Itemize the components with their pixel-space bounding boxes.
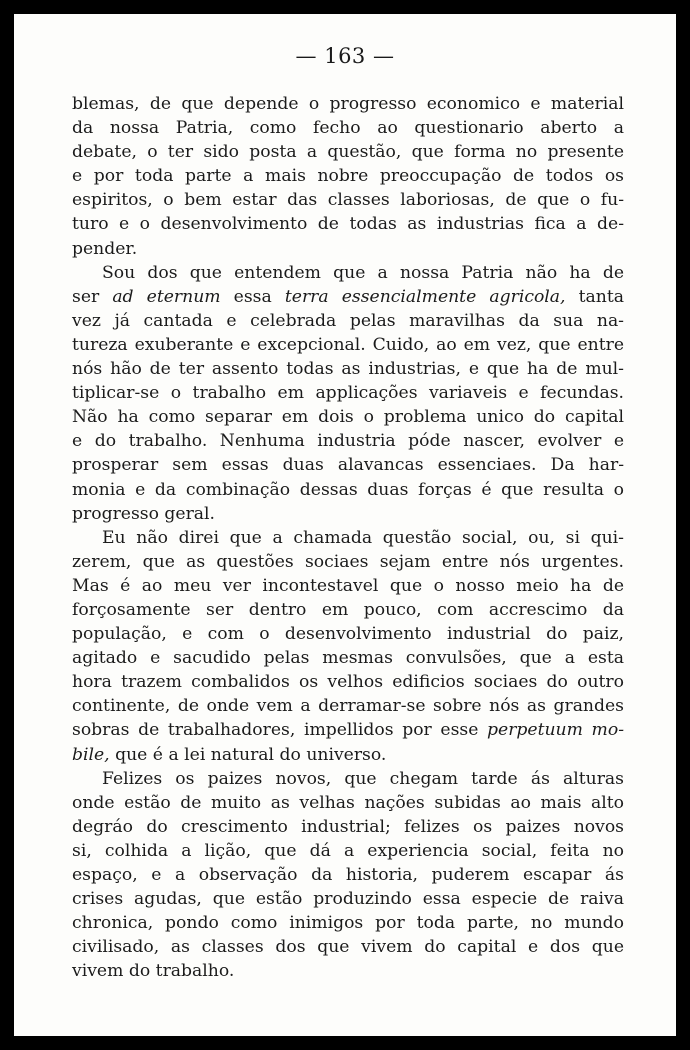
paragraph-3 [72,526,624,767]
italic-text: terra essencialmente agricola, [284,286,566,307]
text-line: da nossa Patria, como fecho ao questionario aberto a [72,118,624,139]
text-line: monia e da combinação dessas duas forças é que resulta o [72,479,624,500]
text-line: continente, de onde vem a derramar-se sobre nós as grandes [72,696,624,717]
text-run: tanta [565,286,624,307]
text-line: espiritos, o bem estar das classes laboriosas, de que o fu- [72,190,624,211]
text-line: agitado e sacudido pelas mesmas convulsões, que a esta [72,648,624,669]
text-line: espaço, e a observação da historia, puderem escapar ás [72,865,624,885]
text-line: forçosamente ser dentro em pouco, com accrescimo da [72,599,624,620]
text-line-with-italics [72,718,624,742]
text-run: que é a lei natural do universo. [109,744,387,765]
italic-text: ad eternum [112,286,221,307]
text-line: Eu não direi que a chamada questão social, ou, si qui- [102,527,624,548]
text-line: vez já cantada e celebrada pelas maravilhas da sua na- [72,310,624,331]
text-run: ser [72,286,113,307]
text-line: chronica, pondo como inimigos por toda parte, no mundo [72,913,624,934]
text-line: nós hão de ter assento todas as industrias, e que ha de mul- [72,359,624,380]
text-line: civilisado, as classes dos que vivem do capital e dos que [72,937,624,958]
text-line: tureza exuberante e excepcional. Cuido, ao em vez, que entre [72,334,624,355]
text-line-with-italics [72,285,624,309]
text-line: si, colhida a lição, que dá a experiencia social, feita no [72,840,624,861]
text-line: blemas, de que depende o progresso economico e material [72,94,624,114]
text-line: Felizes os paizes novos, que chegam tarde ás alturas [102,768,624,789]
text-line: tiplicar-se o trabalho em applicações variaveis e fecundas. [72,383,624,404]
text-run: essa [220,286,285,307]
text-line: zerem, que as questões sociaes sejam entre nós urgentes. [72,551,624,572]
text-line: degráo do crescimento industrial; felizes os paizes novos [72,816,624,837]
text-line: Mas é ao meu ver incontestavel que o nosso meio ha de [72,575,624,596]
text-line: Sou dos que entendem que a nossa Patria não ha de [102,262,624,283]
text-line: Não ha como separar em dois o problema unico do capital [72,407,624,428]
paragraph-2 [72,261,624,526]
text-line: população, e com o desenvolvimento industrial do paiz, [72,624,624,645]
text-run: sobras de trabalhadores, impellidos por esse [72,720,488,741]
text-line: turo e o desenvolvimento de todas as industrias fica a de- [72,214,624,235]
text-line: vivem do trabalho. [72,961,235,982]
italic-text: bile, [72,744,110,765]
text-line: e por toda parte a mais nobre preoccupação de todos os [72,166,624,187]
book-page [14,14,676,1036]
italic-text: perpetuum mo- [487,720,625,741]
text-line: prosperar sem essas duas alavancas essenciaes. Da har- [72,455,624,476]
page-number: — 163 — [295,44,395,68]
body-text [72,92,624,983]
text-line: crises agudas, que estão produzindo essa especie de raiva [72,889,624,910]
text-line: hora trazem combalidos os velhos edificios sociaes do outro [72,672,624,693]
text-line: pender. [72,238,138,259]
text-line: onde estão de muito as velhas nações subidas ao mais alto [72,792,624,813]
text-line: e do trabalho. Nenhuma industria póde nascer, evolver e [72,431,624,452]
paragraph-4 [72,767,624,984]
paragraph-1 [72,92,624,261]
text-line-with-italics [72,743,624,767]
text-line: debate, o ter sido posta a questão, que forma no presente [72,142,624,163]
text-line: progresso geral. [72,503,216,524]
